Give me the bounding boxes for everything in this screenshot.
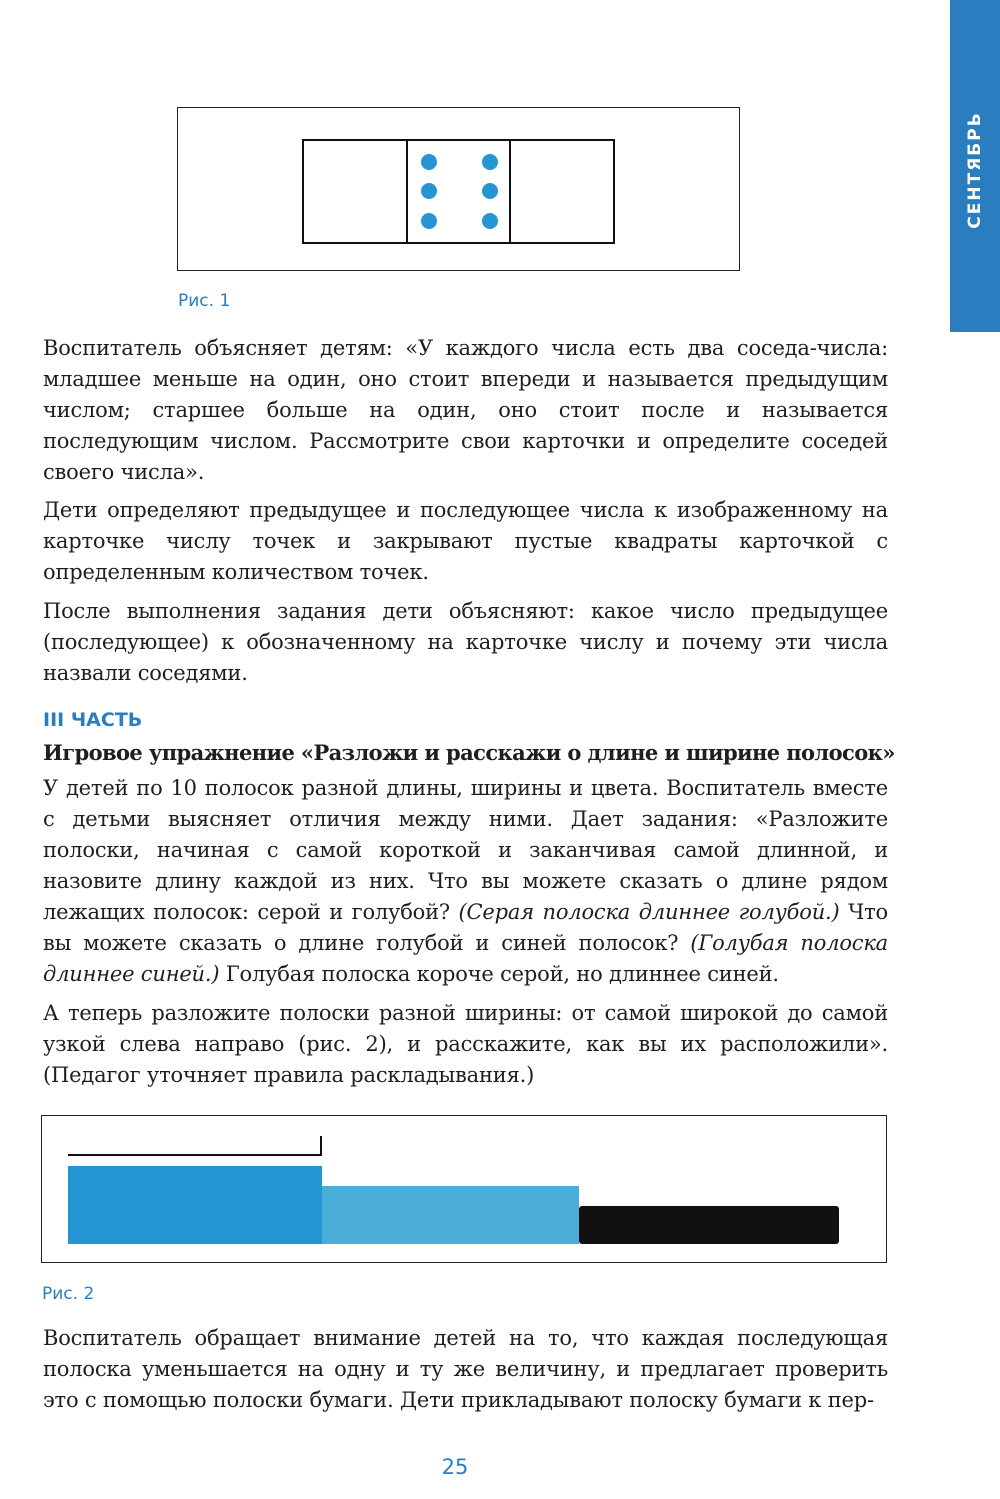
paragraph-4-answer-2: (Голубая полоска длиннее синей.) bbox=[43, 931, 889, 986]
paragraph-4-text-3: Голубая полоска короче серой, но длиннее синей. bbox=[225, 962, 779, 986]
paragraph-4-text-1: У детей по 10 полосок разной длины, ширины и цвета. Воспитатель вместе с детьми выясняет отличия между ними. Дает задания: «Разложите полоски, начиная с самой короткой и заканчивая самой длинной, и назовите длину каждой из них. Что вы можете сказать о длине рядом лежащих полосок: серой и голубой? bbox=[43, 776, 888, 924]
paragraph-1: Воспитатель объясняет детям: «У каждого числа есть два соседа-числа: младшее меньше на один, оно стоит впереди и называется предыдущим числом; старшее больше на один, оно стоит после и называется последующим числом. Рассмотрите свои карточки и определите соседей своего числа». bbox=[43, 336, 888, 484]
paragraph-3: После выполнения задания дети объясняют: какое число предыдущее (последующее) к обозначенному на карточке числу и почему эти числа назвали соседями. bbox=[43, 599, 888, 685]
month-side-tab bbox=[950, 0, 1000, 332]
number-card bbox=[302, 139, 615, 244]
exercise-title: Игровое упражнение «Разложи и расскажи о длине и ширине полосок» bbox=[43, 740, 895, 765]
page-number: 25 bbox=[441, 1455, 469, 1479]
paragraph-4 bbox=[43, 773, 888, 990]
dot bbox=[482, 213, 498, 229]
dot bbox=[421, 183, 437, 199]
section-heading: III ЧАСТЬ bbox=[43, 709, 143, 731]
figure-2-frame bbox=[41, 1115, 887, 1263]
dot bbox=[482, 154, 498, 170]
figure-1-frame bbox=[177, 107, 740, 271]
paper-strip-end bbox=[320, 1136, 322, 1156]
paragraph-4-text-2: Что вы можете сказать о длине голубой и синей полосок? bbox=[43, 900, 889, 955]
dot bbox=[482, 183, 498, 199]
medium-strip bbox=[322, 1186, 579, 1244]
paragraph-4-answer-1: (Серая полоска длиннее голубой.) bbox=[458, 900, 840, 924]
empty-square-left bbox=[304, 141, 406, 242]
paragraph-6: Воспитатель обращает внимание детей на то, что каждая последующая полоска уменьшается на одну и ту же величину, и предлагает проверить это с помощью полоски бумаги. Дети прикладывают полоску бумаги к пер- bbox=[43, 1326, 888, 1412]
paper-strip bbox=[68, 1154, 322, 1156]
figure-2-caption: Рис. 2 bbox=[42, 1284, 95, 1304]
month-label: СЕНТЯБРЬ bbox=[965, 111, 985, 229]
dots-square bbox=[406, 141, 510, 242]
narrowest-strip bbox=[579, 1206, 839, 1244]
paragraph-2: Дети определяют предыдущее и последующее числа к изображенному на карточке числу точек и закрывают пустые квадраты карточкой с определенным количеством точек. bbox=[43, 498, 888, 584]
widest-strip bbox=[68, 1166, 322, 1244]
empty-square-right bbox=[509, 141, 613, 242]
dot bbox=[421, 213, 437, 229]
paragraph-5: А теперь разложите полоски разной ширины: от самой широкой до самой узкой слева направо (рис. 2), и расскажите, как вы их расположили». (Педагог уточняет правила раскладывания.) bbox=[43, 1001, 888, 1087]
figure-1-caption: Рис. 1 bbox=[178, 291, 231, 311]
dot bbox=[421, 154, 437, 170]
